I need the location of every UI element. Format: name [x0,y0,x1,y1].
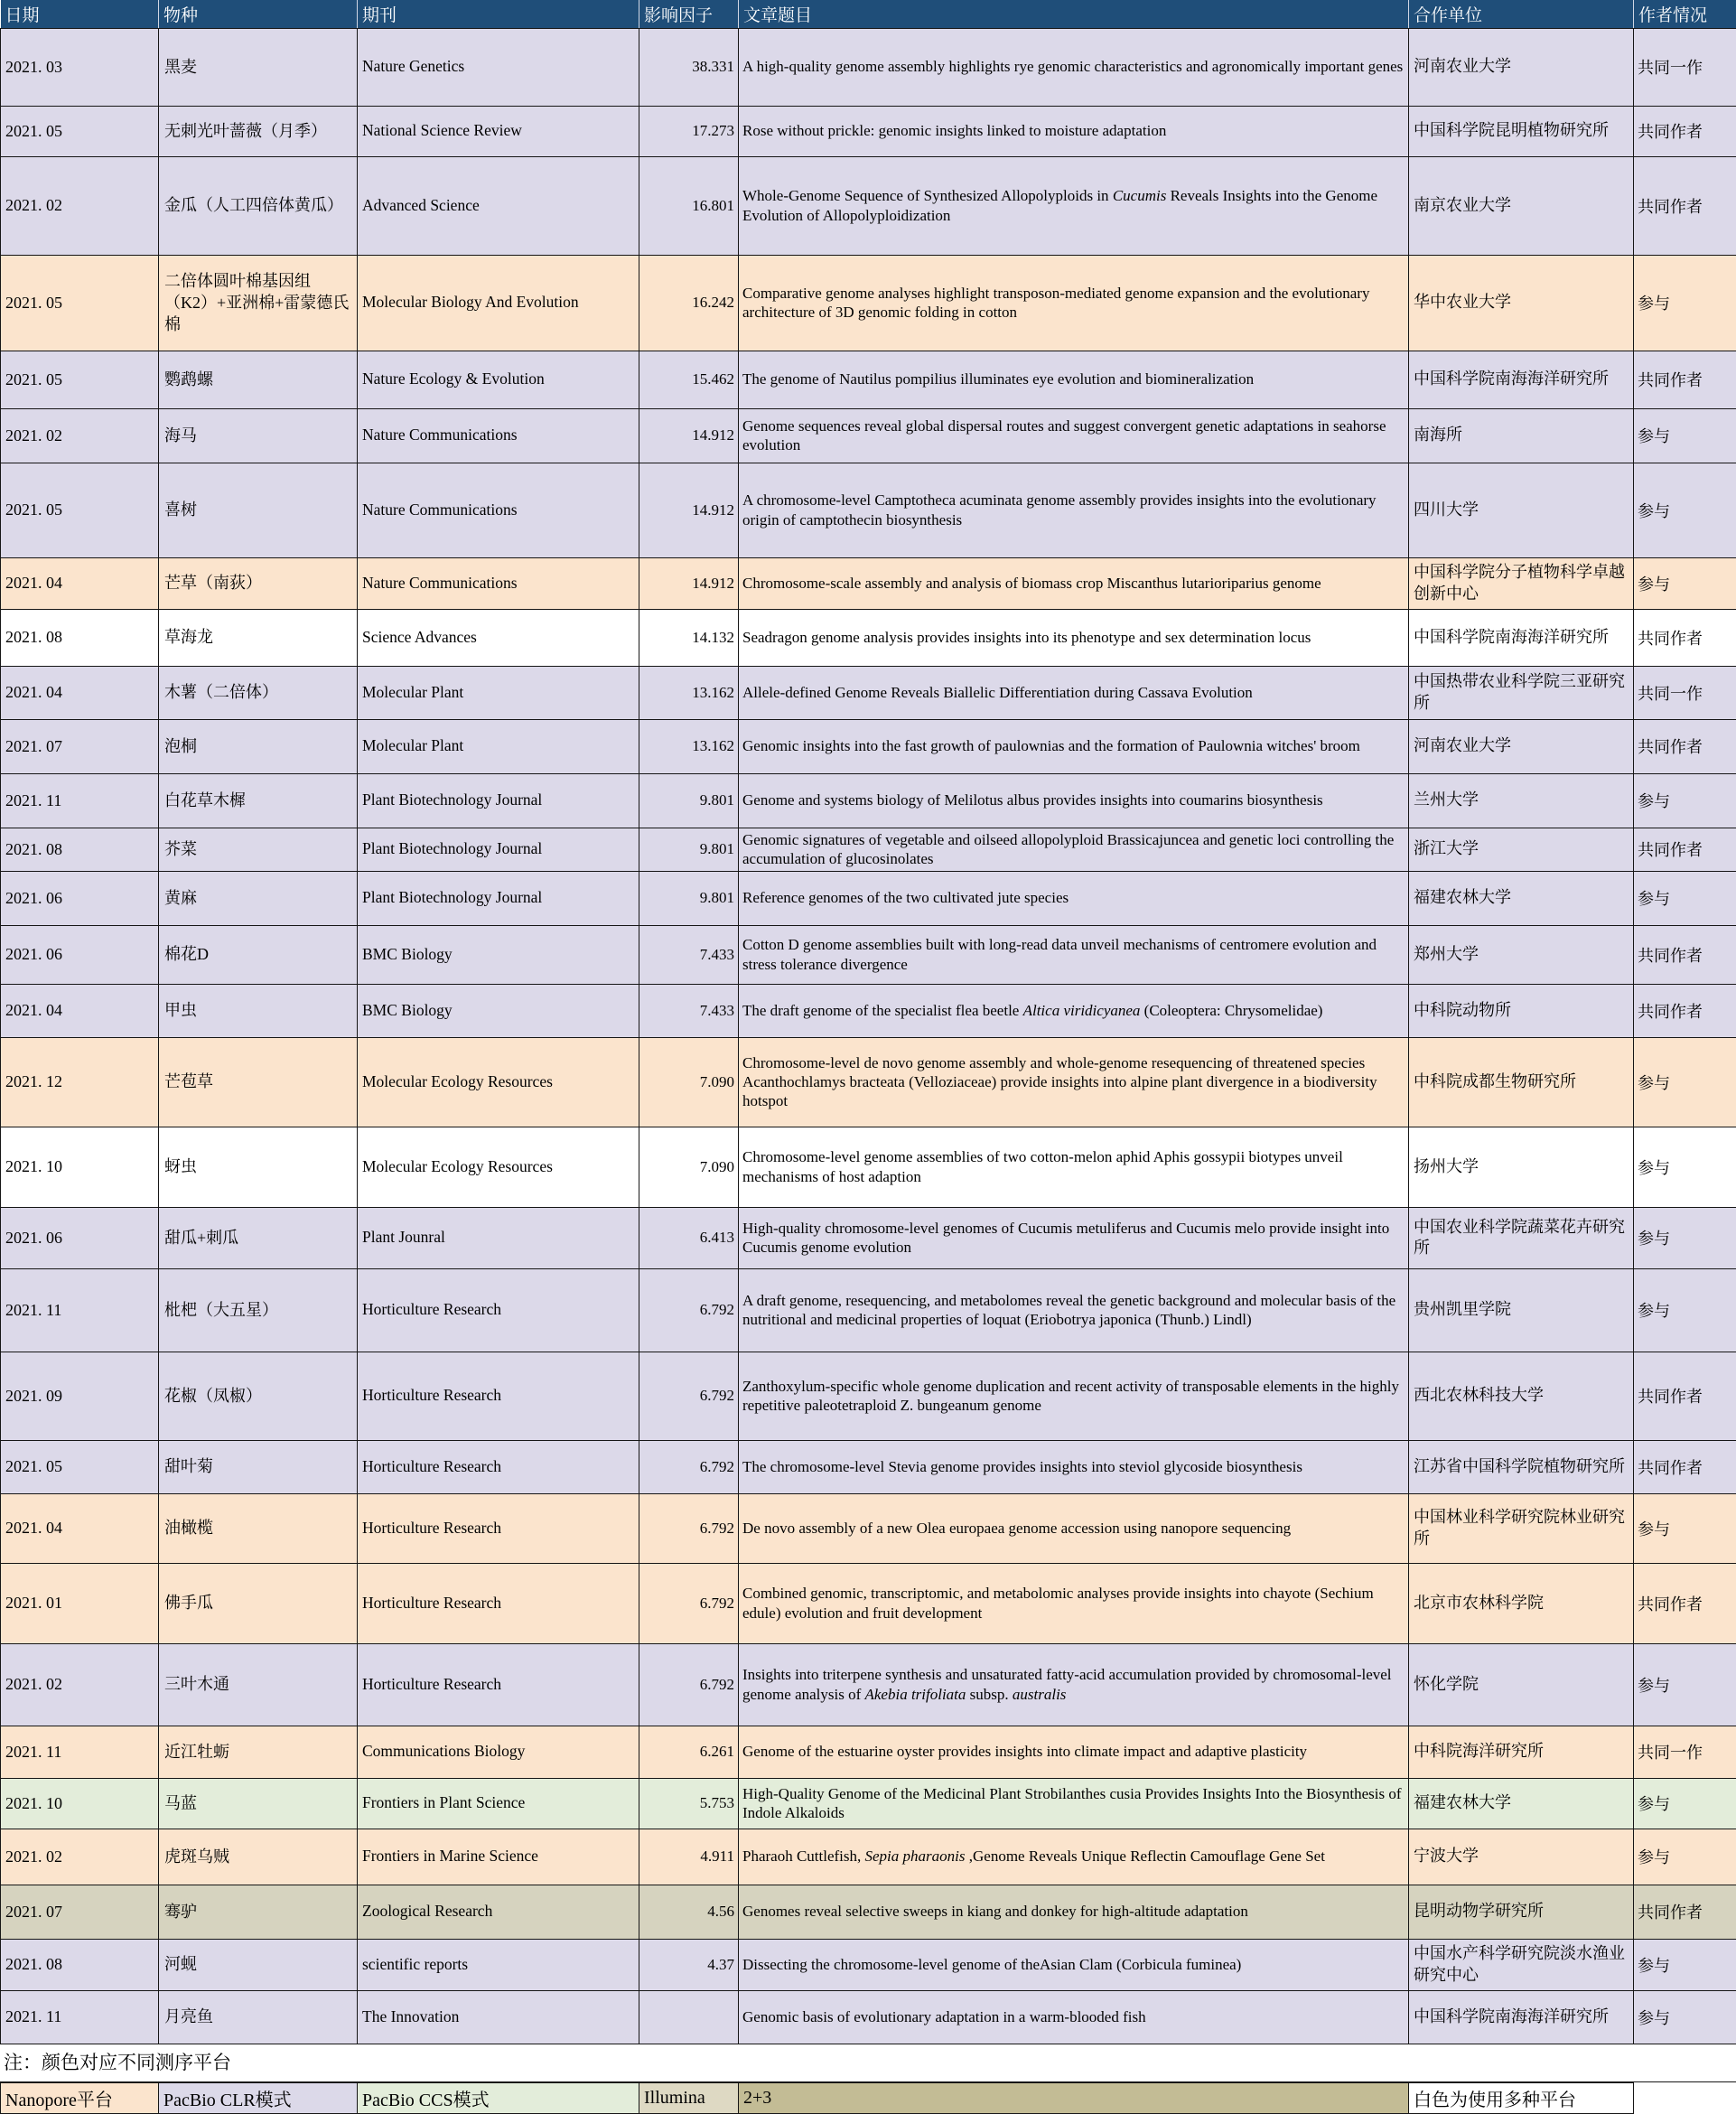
cell-partner: 福建农林大学 [1409,1778,1634,1829]
cell-date: 2021. 06 [1,871,159,925]
cell-title: Dissecting the chromosome-level genome of theAsian Clam (Corbicula fuminea) [739,1939,1409,1990]
cell-impact-factor: 16.801 [639,156,739,255]
cell-journal: Frontiers in Plant Science [358,1778,639,1829]
cell-impact-factor: 9.801 [639,871,739,925]
table-row [1,1885,1736,1939]
cell-role: 共同一作 [1634,666,1736,719]
cell-partner: 河南农业大学 [1409,28,1634,106]
cell-journal: Plant Jounral [358,1207,639,1268]
cell-journal: Nature Communications [358,463,639,557]
cell-date: 2021. 07 [1,1885,159,1939]
cell-title: Genome sequences reveal global dispersal routes and suggest convergent genetic adaptations in seahorse evolution [739,408,1409,463]
header-row [1,0,1736,28]
cell-partner: 中国林业科学研究院林业研究所 [1409,1493,1634,1563]
table-row [1,925,1736,984]
cell-title: Genomes reveal selective sweeps in kiang and donkey for high-altitude adaptation [739,1885,1409,1939]
cell-journal: Horticulture Research [358,1563,639,1643]
legend-table [0,2082,1736,2114]
legend-pacbio-ccs: PacBio CCS模式 [358,2082,639,2113]
cell-journal: Molecular Ecology Resources [358,1037,639,1127]
cell-role: 参与 [1634,1643,1736,1726]
cell-species: 近江牡蛎 [159,1726,358,1778]
cell-title: Chromosome-level genome assemblies of two cotton-melon aphid Aphis gossypii biotypes unveil mechanisms of host adaption [739,1127,1409,1207]
cell-impact-factor: 14.912 [639,463,739,557]
cell-journal: Horticulture Research [358,1352,639,1440]
cell-species: 油橄榄 [159,1493,358,1563]
cell-partner: 中科院动物所 [1409,984,1634,1037]
cell-title: Insights into triterpene synthesis and unsaturated fatty-acid accumulation provided by chromosomal-level genome analysis of Akebia trifoliata subsp. australis [739,1643,1409,1726]
cell-journal: scientific reports [358,1939,639,1990]
cell-role: 参与 [1634,1939,1736,1990]
legend-pacbio-clr: PacBio CLR模式 [159,2082,358,2113]
cell-impact-factor: 6.261 [639,1726,739,1778]
cell-journal: Plant Biotechnology Journal [358,828,639,871]
cell-impact-factor: 4.911 [639,1829,739,1885]
table-row [1,1778,1736,1829]
col-header-role: 作者情况 [1634,0,1736,28]
cell-journal: Horticulture Research [358,1440,639,1493]
cell-impact-factor: 4.37 [639,1939,739,1990]
table-row [1,1493,1736,1563]
cell-impact-factor: 9.801 [639,773,739,828]
cell-species: 海马 [159,408,358,463]
cell-journal: Horticulture Research [358,1268,639,1352]
cell-role: 参与 [1634,1127,1736,1207]
cell-role: 共同一作 [1634,1726,1736,1778]
cell-species: 喜树 [159,463,358,557]
cell-partner: 中国热带农业科学院三亚研究所 [1409,666,1634,719]
legend-nanopore: Nanopore平台 [1,2082,159,2113]
cell-species: 黄麻 [159,871,358,925]
cell-impact-factor: 7.090 [639,1037,739,1127]
cell-title: The chromosome-level Stevia genome provides insights into steviol glycoside biosynthesis [739,1440,1409,1493]
cell-date: 2021. 02 [1,1829,159,1885]
cell-impact-factor: 6.792 [639,1268,739,1352]
cell-partner: 扬州大学 [1409,1127,1634,1207]
cell-date: 2021. 05 [1,351,159,408]
cell-date: 2021. 04 [1,666,159,719]
cell-date: 2021. 08 [1,609,159,666]
cell-date: 2021. 06 [1,925,159,984]
cell-journal: Plant Biotechnology Journal [358,871,639,925]
cell-role: 参与 [1634,1268,1736,1352]
cell-species: 芒苞草 [159,1037,358,1127]
cell-date: 2021. 08 [1,828,159,871]
cell-date: 2021. 05 [1,463,159,557]
cell-partner: 中国水产科学研究院淡水渔业研究中心 [1409,1939,1634,1990]
cell-date: 2021. 08 [1,1939,159,1990]
cell-title: Pharaoh Cuttlefish, Sepia pharaonis ,Genome Reveals Unique Reflectin Camouflage Gene Set [739,1829,1409,1885]
cell-date: 2021. 07 [1,719,159,773]
cell-partner: 北京市农林科学院 [1409,1563,1634,1643]
table-row [1,773,1736,828]
cell-species: 虎斑乌贼 [159,1829,358,1885]
cell-role: 参与 [1634,1990,1736,2044]
cell-species: 无刺光叶蔷薇（月季） [159,106,358,156]
cell-date: 2021. 09 [1,1352,159,1440]
table-row [1,828,1736,871]
cell-role: 参与 [1634,871,1736,925]
cell-title: Comparative genome analyses highlight transposon-mediated genome expansion and the evolutionary architecture of 3D genomic folding in cotton [739,255,1409,351]
cell-partner: 兰州大学 [1409,773,1634,828]
cell-impact-factor: 6.413 [639,1207,739,1268]
cell-date: 2021. 02 [1,1643,159,1726]
cell-impact-factor: 14.912 [639,408,739,463]
cell-partner: 中国科学院南海海洋研究所 [1409,351,1634,408]
cell-role: 参与 [1634,255,1736,351]
table-row [1,984,1736,1037]
table-row [1,1829,1736,1885]
cell-journal: Nature Ecology & Evolution [358,351,639,408]
cell-partner: 四川大学 [1409,463,1634,557]
legend-empty-cell [1634,2082,1736,2113]
cell-journal: Communications Biology [358,1726,639,1778]
cell-journal: Molecular Ecology Resources [358,1127,639,1207]
cell-species: 花椒（凤椒） [159,1352,358,1440]
cell-date: 2021. 11 [1,1990,159,2044]
cell-species: 甲虫 [159,984,358,1037]
cell-journal: Frontiers in Marine Science [358,1829,639,1885]
col-header-partner: 合作单位 [1409,0,1634,28]
cell-role: 参与 [1634,1778,1736,1829]
cell-impact-factor: 15.462 [639,351,739,408]
table-row [1,1643,1736,1726]
cell-title: Genomic insights into the fast growth of paulownias and the formation of Paulownia witches' broom [739,719,1409,773]
cell-journal: The Innovation [358,1990,639,2044]
table-row [1,871,1736,925]
cell-title: A chromosome-level Camptotheca acuminata genome assembly provides insights into the evolutionary origin of camptothecin biosynthesis [739,463,1409,557]
cell-date: 2021. 01 [1,1563,159,1643]
table-row [1,666,1736,719]
cell-title: Chromosome-level de novo genome assembly and whole-genome resequencing of threatened species Acanthochlamys bracteata (Velloziaceae) provide insights into alpine plant divergence in a biodiversity hotspot [739,1037,1409,1127]
cell-role: 参与 [1634,1207,1736,1268]
cell-title: Seadragon genome analysis provides insights into its phenotype and sex determination locus [739,609,1409,666]
cell-impact-factor: 14.132 [639,609,739,666]
cell-role: 共同一作 [1634,28,1736,106]
cell-species: 月亮鱼 [159,1990,358,2044]
cell-date: 2021. 04 [1,557,159,609]
cell-partner: 江苏省中国科学院植物研究所 [1409,1440,1634,1493]
cell-journal: Nature Communications [358,557,639,609]
cell-partner: 中国科学院昆明植物研究所 [1409,106,1634,156]
cell-title: Combined genomic, transcriptomic, and metabolomic analyses provide insights into chayote (Sechium edule) evolution and fruit development [739,1563,1409,1643]
cell-impact-factor: 5.753 [639,1778,739,1829]
cell-date: 2021. 04 [1,1493,159,1563]
table-row [1,1726,1736,1778]
cell-journal: Zoological Research [358,1885,639,1939]
cell-journal: Science Advances [358,609,639,666]
cell-journal: Plant Biotechnology Journal [358,773,639,828]
cell-title: Chromosome-scale assembly and analysis of biomass crop Miscanthus lutarioriparius genome [739,557,1409,609]
cell-impact-factor: 4.56 [639,1885,739,1939]
cell-role: 共同作者 [1634,984,1736,1037]
cell-title: Genome of the estuarine oyster provides insights into climate impact and adaptive plasticity [739,1726,1409,1778]
cell-role: 参与 [1634,1829,1736,1885]
cell-role: 参与 [1634,1037,1736,1127]
cell-date: 2021. 05 [1,1440,159,1493]
cell-impact-factor: 17.273 [639,106,739,156]
cell-journal: Advanced Science [358,156,639,255]
cell-species: 白花草木樨 [159,773,358,828]
cell-species: 鹦鹉螺 [159,351,358,408]
cell-partner: 福建农林大学 [1409,871,1634,925]
cell-title: Zanthoxylum-specific whole genome duplication and recent activity of transposable elements in the highly repetitive paleotetraploid Z. bungeanum genome [739,1352,1409,1440]
cell-date: 2021. 02 [1,408,159,463]
cell-partner: 贵州凯里学院 [1409,1268,1634,1352]
col-header-species: 物种 [159,0,358,28]
cell-journal: Nature Communications [358,408,639,463]
table-row [1,1268,1736,1352]
cell-partner: 南京农业大学 [1409,156,1634,255]
cell-partner: 中国科学院南海海洋研究所 [1409,1990,1634,2044]
cell-species: 河蚬 [159,1939,358,1990]
cell-partner: 西北农林科技大学 [1409,1352,1634,1440]
table-row [1,609,1736,666]
legend-row [1,2082,1736,2113]
cell-role: 共同作者 [1634,106,1736,156]
cell-journal: BMC Biology [358,925,639,984]
cell-title: Genomic basis of evolutionary adaptation in a warm-blooded fish [739,1990,1409,2044]
cell-journal: Molecular Biology And Evolution [358,255,639,351]
cell-impact-factor: 14.912 [639,557,739,609]
col-header-title: 文章题目 [739,0,1409,28]
cell-species: 佛手瓜 [159,1563,358,1643]
table-row [1,463,1736,557]
cell-species: 蚜虫 [159,1127,358,1207]
cell-role: 共同作者 [1634,828,1736,871]
cell-impact-factor: 7.090 [639,1127,739,1207]
table-row [1,106,1736,156]
table-row [1,1939,1736,1990]
cell-species: 骞驴 [159,1885,358,1939]
cell-species: 芥菜 [159,828,358,871]
table-row [1,1440,1736,1493]
cell-species: 二倍体圆叶棉基因组（K2）+亚洲棉+雷蒙德氏棉 [159,255,358,351]
table-row [1,1563,1736,1643]
note-row [0,2044,1736,2082]
cell-impact-factor: 9.801 [639,828,739,871]
cell-date: 2021. 05 [1,106,159,156]
cell-species: 枇杷（大五星） [159,1268,358,1352]
cell-impact-factor: 6.792 [639,1563,739,1643]
table-row [1,28,1736,106]
cell-title: High-Quality Genome of the Medicinal Plant Strobilanthes cusia Provides Insights Into the Biosynthesis of Indole Alkaloids [739,1778,1409,1829]
table-row [1,408,1736,463]
cell-journal: Molecular Plant [358,666,639,719]
cell-title: Genome and systems biology of Melilotus albus provides insights into coumarins biosynthesis [739,773,1409,828]
cell-title: Reference genomes of the two cultivated jute species [739,871,1409,925]
cell-impact-factor: 6.792 [639,1643,739,1726]
cell-partner: 昆明动物学研究所 [1409,1885,1634,1939]
cell-date: 2021. 12 [1,1037,159,1127]
cell-role: 共同作者 [1634,719,1736,773]
cell-partner: 宁波大学 [1409,1829,1634,1885]
cell-role: 共同作者 [1634,925,1736,984]
cell-species: 马蓝 [159,1778,358,1829]
table-row [1,719,1736,773]
cell-title: The genome of Nautilus pompilius illuminates eye evolution and biomineralization [739,351,1409,408]
cell-date: 2021. 10 [1,1127,159,1207]
cell-title: High-quality chromosome-level genomes of Cucumis metuliferus and Cucumis melo provide insight into Cucumis genome evolution [739,1207,1409,1268]
legend-2plus3: 2+3 [739,2082,1409,2113]
cell-role: 参与 [1634,1493,1736,1563]
cell-role: 参与 [1634,408,1736,463]
cell-impact-factor: 7.433 [639,984,739,1037]
cell-impact-factor: 6.792 [639,1493,739,1563]
table-row [1,351,1736,408]
cell-species: 甜瓜+刺瓜 [159,1207,358,1268]
cell-species: 芒草（南荻） [159,557,358,609]
cell-date: 2021. 10 [1,1778,159,1829]
table-row [1,156,1736,255]
cell-date: 2021. 03 [1,28,159,106]
table-row [1,1352,1736,1440]
cell-role: 共同作者 [1634,351,1736,408]
cell-partner: 中国科学院南海海洋研究所 [1409,609,1634,666]
cell-date: 2021. 11 [1,1268,159,1352]
col-header-journal: 期刊 [358,0,639,28]
cell-journal: Molecular Plant [358,719,639,773]
cell-date: 2021. 02 [1,156,159,255]
cell-species: 三叶木通 [159,1643,358,1726]
cell-title: Genomic signatures of vegetable and oilseed allopolyploid Brassicajuncea and genetic loci controlling the accumulation of glucosinolates [739,828,1409,871]
legend-illumina: Illumina [639,2082,739,2113]
cell-role: 共同作者 [1634,1885,1736,1939]
cell-partner: 中国农业科学院蔬菜花卉研究所 [1409,1207,1634,1268]
table-row [1,1037,1736,1127]
cell-journal: BMC Biology [358,984,639,1037]
cell-date: 2021. 04 [1,984,159,1037]
cell-title: De novo assembly of a new Olea europaea genome accession using nanopore sequencing [739,1493,1409,1563]
cell-impact-factor [639,1990,739,2044]
cell-title: A high-quality genome assembly highlights rye genomic characteristics and agronomically important genes [739,28,1409,106]
cell-role: 共同作者 [1634,609,1736,666]
cell-species: 木薯（二倍体） [159,666,358,719]
cell-journal: Horticulture Research [358,1493,639,1563]
cell-date: 2021. 05 [1,255,159,351]
cell-role: 共同作者 [1634,1440,1736,1493]
table-row [1,1127,1736,1207]
cell-impact-factor: 16.242 [639,255,739,351]
cell-role: 共同作者 [1634,1563,1736,1643]
cell-partner: 河南农业大学 [1409,719,1634,773]
cell-species: 棉花D [159,925,358,984]
cell-impact-factor: 13.162 [639,666,739,719]
cell-partner: 怀化学院 [1409,1643,1634,1726]
table-row [1,1990,1736,2044]
cell-partner: 华中农业大学 [1409,255,1634,351]
cell-impact-factor: 7.433 [639,925,739,984]
cell-journal: Nature Genetics [358,28,639,106]
cell-title: Rose without prickle: genomic insights linked to moisture adaptation [739,106,1409,156]
col-header-impact-factor: 影响因子 [639,0,739,28]
cell-species: 黑麦 [159,28,358,106]
cell-journal: Horticulture Research [358,1643,639,1726]
cell-partner: 中科院成都生物研究所 [1409,1037,1634,1127]
cell-partner: 郑州大学 [1409,925,1634,984]
cell-species: 甜叶菊 [159,1440,358,1493]
table-body [1,28,1736,2044]
note-text: 注：颜色对应不同测序平台 [4,2052,231,2073]
cell-partner: 南海所 [1409,408,1634,463]
cell-title: Whole-Genome Sequence of Synthesized Allopolyploids in Cucumis Reveals Insights into the Genome Evolution of Allopolyploidization [739,156,1409,255]
cell-partner: 中科院海洋研究所 [1409,1726,1634,1778]
cell-species: 草海龙 [159,609,358,666]
cell-role: 参与 [1634,773,1736,828]
cell-title: A draft genome, resequencing, and metabolomes reveal the genetic background and molecular basis of the nutritional and medicinal properties of loquat (Eriobotrya japonica (Thunb.) Lindl) [739,1268,1409,1352]
table-header [1,0,1736,28]
cell-date: 2021. 06 [1,1207,159,1268]
table-row [1,255,1736,351]
cell-date: 2021. 11 [1,773,159,828]
cell-title: Cotton D genome assemblies built with long-read data unveil mechanisms of centromere evolution and stress tolerance divergence [739,925,1409,984]
cell-species: 泡桐 [159,719,358,773]
cell-journal: National Science Review [358,106,639,156]
cell-partner: 中国科学院分子植物科学卓越创新中心 [1409,557,1634,609]
cell-impact-factor: 6.792 [639,1352,739,1440]
cell-role: 共同作者 [1634,1352,1736,1440]
cell-partner: 浙江大学 [1409,828,1634,871]
cell-role: 参与 [1634,463,1736,557]
cell-role: 共同作者 [1634,156,1736,255]
table-row [1,1207,1736,1268]
cell-impact-factor: 38.331 [639,28,739,106]
cell-title: The draft genome of the specialist flea beetle Altica viridicyanea (Coleoptera: Chrysomelidae) [739,984,1409,1037]
cell-date: 2021. 11 [1,1726,159,1778]
table-row [1,557,1736,609]
cell-title: Allele-defined Genome Reveals Biallelic Differentiation during Cassava Evolution [739,666,1409,719]
cell-role: 参与 [1634,557,1736,609]
legend-white-note: 白色为使用多种平台 [1409,2082,1634,2113]
cell-impact-factor: 13.162 [639,719,739,773]
cell-impact-factor: 6.792 [639,1440,739,1493]
col-header-date: 日期 [1,0,159,28]
cell-species: 金瓜（人工四倍体黄瓜） [159,156,358,255]
